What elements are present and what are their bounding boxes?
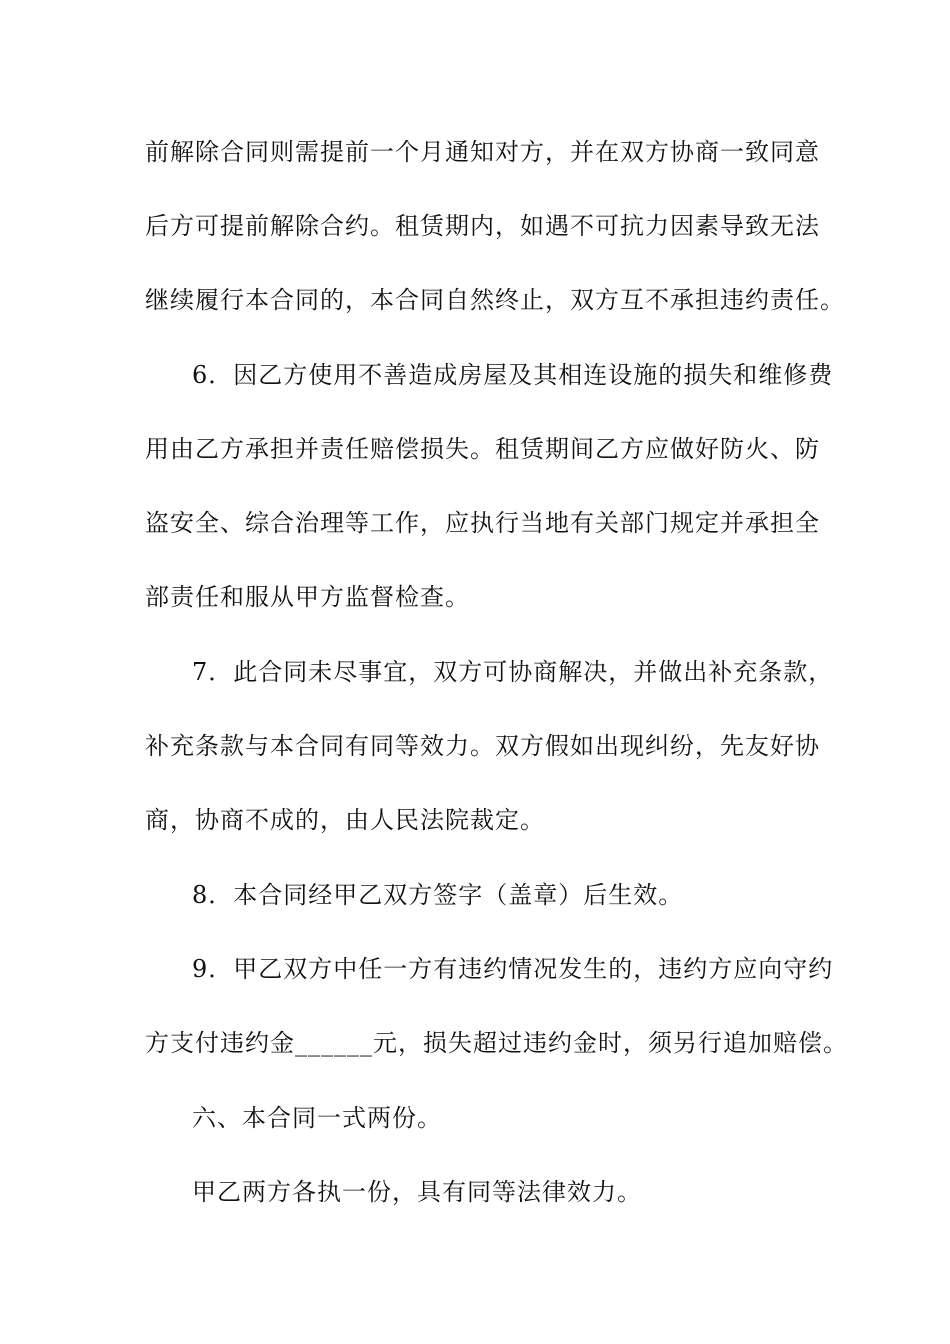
- text-line: 方支付违约金______元，损失超过违约金时，须另行追加赔偿。: [145, 1029, 848, 1057]
- clause-9-line: 9．甲乙双方中任一方有违约情况发生的，违约方应向守约: [192, 955, 834, 983]
- clause-6-line: 6．因乙方使用不善造成房屋及其相连设施的损失和维修费: [192, 361, 834, 389]
- text-line: 前解除合同则需提前一个月通知对方，并在双方协商一致同意: [145, 138, 820, 166]
- clause-8-line: 8．本合同经甲乙双方签字（盖章）后生效。: [192, 881, 684, 909]
- text-line: 商，协商不成的，由人民法院裁定。: [145, 806, 545, 834]
- text-line: 补充条款与本合同有同等效力。双方假如出现纠纷，先友好协: [145, 732, 820, 760]
- text-line: 盗安全、综合治理等工作，应执行当地有关部门规定并承担全: [145, 509, 820, 537]
- section-6-heading: 六、本合同一式两份。: [192, 1104, 442, 1132]
- text-line: 后方可提前解除合约。租赁期内，如遇不可抗力因素导致无法: [145, 212, 820, 240]
- text-line: 甲乙两方各执一份，具有同等法律效力。: [192, 1178, 642, 1206]
- text-line: 用由乙方承担并责任赔偿损失。租赁期间乙方应做好防火、防: [145, 435, 820, 463]
- clause-7-line: 7．此合同未尽事宜，双方可协商解决，并做出补充条款，: [192, 658, 834, 686]
- text-line: 部责任和服从甲方监督检查。: [145, 583, 470, 611]
- text-line: 继续履行本合同的，本合同自然终止，双方互不承担违约责任。: [145, 286, 845, 314]
